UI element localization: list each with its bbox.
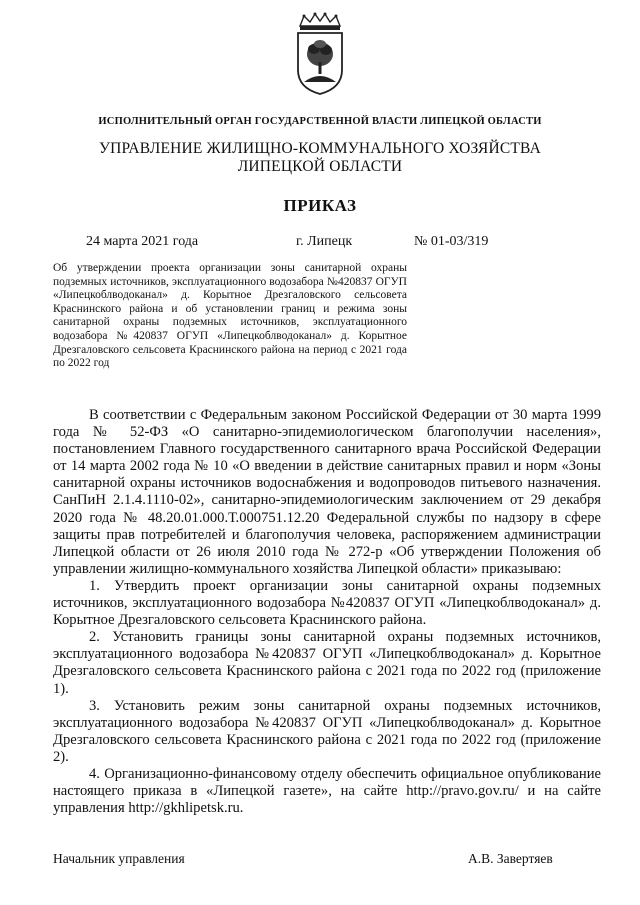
order-subject-text: Об утверждении проекта организации зоны санитарной охраны подземных источников, эксплуатационного водозабора №420837 ОГУП «Липецкоблводоканал» д. Корытное Дрезгаловского сельсовета Краснинского района и об установлении границ и режима зоны санитарной охраны подземных источников, эксплуатационного водозабора №420837 ОГУП «Липецкоблводоканал» д. Корытное Дрезгаловского сельсовета Краснинского района на период с 2021 года по 2022 год xyxy=(53,262,407,370)
department-name xyxy=(0,140,640,176)
order-date: 24 марта 2021 года xyxy=(86,234,199,249)
signature-position: Начальник управления xyxy=(53,851,185,866)
order-number: № 01-03/319 xyxy=(414,234,489,249)
document-type-title: ПРИКАЗ xyxy=(283,196,357,215)
order-body xyxy=(53,407,601,817)
body-paragraph-preamble: В соответствии с Федеральным законом Российской Федерации от 30 марта 1999 года № 52-ФЗ «О санитарно-эпидемиологическом благополучии населения», постановлением Главного государственного санитарного врача Российской Федерации от 14 марта 2002 года № 10 «О введении в действие санитарных правил и норм «Зоны санитарной охраны источников водоснабжения и водопроводов питьевого назначения. СанПиН 2.1.4.1110-02», санитарно-эпидемиологическим заключением от 29 декабря 2020 года № 48.20.01.000.Т.000751.12.20 Федеральной службы по надзору в сфере защиты прав потребителей и благополучия человека, распоряжением администрации Липецкой области от 26 июля 2010 года № 272-р «Об утверждении Положения об управлении жилищно-коммунального хозяйства Липецкой области» приказываю: xyxy=(53,407,601,577)
body-paragraph-3: 3. Установить режим зоны санитарной охраны подземных источников, эксплуатационного водозабора №420837 ОГУП «Липецкоблводоканал» д. Корытное Дрезгаловского сельсовета Краснинского района с 2021 года по 2022 год (приложение 2). xyxy=(53,697,601,765)
order-city: г. Липецк xyxy=(296,234,353,249)
department-line-1: УПРАВЛЕНИЕ ЖИЛИЩНО-КОММУНАЛЬНОГО ХОЗЯЙСТВА xyxy=(98,140,541,157)
signature-name: А.В. Завертяев xyxy=(468,851,553,866)
body-paragraph-4: 4. Организационно-финансовому отделу обеспечить официальное опубликование настоящего приказа в «Липецкой газете», на сайте http://pravo.gov.ru/ и на сайте управления http://gkhlipetsk.ru. xyxy=(53,765,601,817)
org-executive-line: ИСПОЛНИТЕЛЬНЫЙ ОРГАН ГОСУДАРСТВЕННОЙ ВЛАСТИ ЛИПЕЦКОЙ ОБЛАСТИ xyxy=(98,116,542,127)
coat-of-arms-icon xyxy=(292,12,348,96)
body-paragraph-1: 1. Утвердить проект организации зоны санитарной охраны подземных источников, эксплуатационного водозабора №420837 ОГУП «Липецкоблводоканал» д. Корытное Дрезгаловского сельсовета Краснинского района. xyxy=(53,577,601,629)
order-subject xyxy=(53,262,407,371)
body-paragraph-2: 2. Установить границы зоны санитарной охраны подземных источников, эксплуатационного водозабора №420837 ОГУП «Липецкоблводоканал» д. Корытное Дрезгаловского сельсовета Краснинского района с 2021 года по 2022 год (приложение 1). xyxy=(53,629,601,697)
department-line-2: ЛИПЕЦКОЙ ОБЛАСТИ xyxy=(237,158,403,175)
